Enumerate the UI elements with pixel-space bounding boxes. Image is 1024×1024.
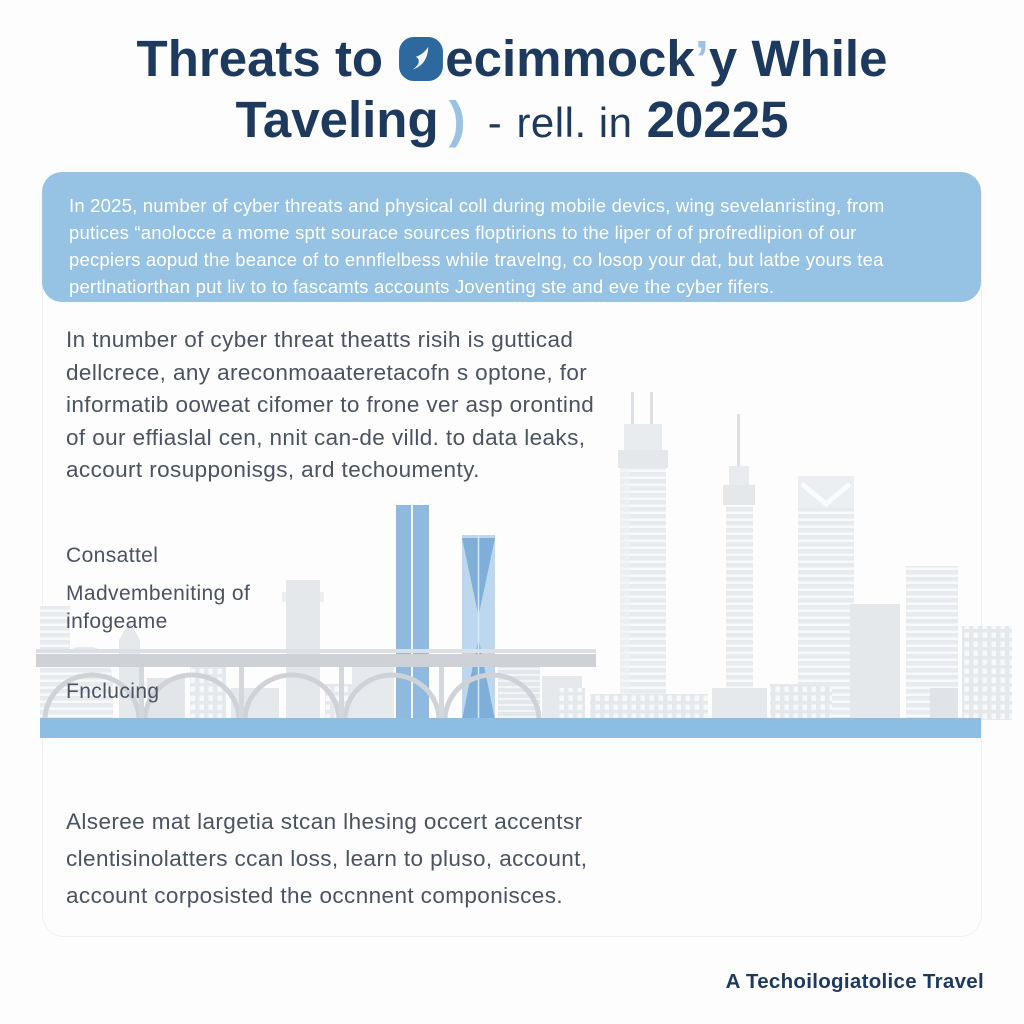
title-paren-accent: ) (448, 91, 466, 149)
title-word: Taveling (235, 91, 439, 149)
paragraph-line: informatib ooweat cifomer to frone ver asp orontind (66, 392, 595, 417)
page-title-line1 (0, 30, 1024, 87)
title-year: 20225 (646, 91, 789, 149)
outro-paragraph (66, 803, 587, 914)
page-title (0, 30, 1024, 148)
banner-text-line: putices “anolocce a mome sptt sourace sources floptirions to the liper of of profredlipion of our (69, 222, 857, 243)
paragraph-line: account corposisted the occnnent componisces. (66, 883, 564, 908)
right-building-cluster (850, 566, 1012, 720)
blue-accent-bar (40, 718, 981, 738)
paragraph-line: accourt rosupponisgs, ard techoumenty. (66, 457, 480, 482)
antenna-tower (618, 392, 668, 720)
intro-paragraph (66, 324, 594, 487)
side-label-madvembeniting (66, 580, 250, 636)
side-label-fnclucing: Fnclucing (66, 680, 160, 703)
title-dash: - (487, 99, 503, 147)
summary-banner (42, 172, 981, 302)
chevron-tower (798, 476, 854, 720)
title-text-end: y While (708, 30, 888, 87)
paragraph-line: of our effiaslal cen, nnit can-de villd. to data leaks, (66, 424, 586, 450)
side-label-line: Madvembeniting of (66, 582, 251, 605)
title-accent-tick: ’ (694, 30, 709, 87)
paragraph-line: clentisinolatters ccan loss, learn to pluso, account, (66, 846, 588, 871)
side-label-consattel: Consattel (66, 544, 159, 567)
title-text-mid: ecimmock (445, 30, 695, 87)
title-phrase: rell. in (516, 99, 633, 147)
banner-text-line: pertlnatiorthan put liv to to fascamts accounts Joventing ste and eve the cyber fifers. (69, 276, 775, 297)
title-text-before-icon: Threats to (136, 30, 384, 87)
paragraph-line: In tnumber of cyber threat theatts risih is gutticad (66, 327, 574, 352)
blue-tower-x-pattern (462, 535, 495, 720)
footer-brand: A Techoilogiatolice Travel (725, 970, 984, 993)
d-logo-swoosh-icon (398, 36, 444, 82)
paragraph-line: dellcrece, any areconmoaateretacofn s optone, for (66, 359, 588, 385)
banner-text-line: In 2025, number of cyber threats and physical coll during mobile devics, wing sevelanristing, from (69, 195, 885, 216)
banner-text-line: pecpiers aopud the beance of to ennflelbess while travelng, co losop your dat, but latbe yours tea (69, 249, 884, 270)
paragraph-line: Alseree mat largetia stcan lhesing occert accentsr (66, 809, 583, 834)
page-title-line2 (0, 91, 1024, 148)
side-label-line: infogeame (66, 610, 168, 633)
spire-tower (723, 414, 755, 720)
